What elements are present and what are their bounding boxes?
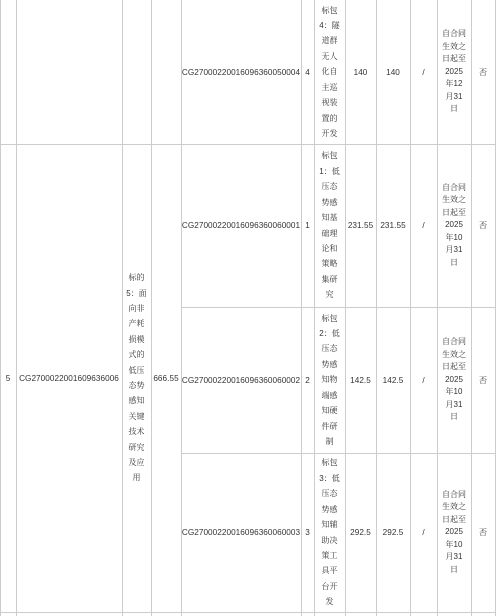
joint-bid: 否	[478, 375, 488, 385]
joint-cell	[471, 453, 495, 612]
dash-cell	[410, 144, 437, 307]
project-code: CG2700022001609636006	[19, 373, 119, 383]
project-seq-cell	[0, 144, 16, 612]
service-period: 自合同 生效之 日起至 2025 年12 月31 日	[442, 29, 466, 114]
package-budget: 140	[353, 67, 368, 77]
package-code-cell	[181, 144, 301, 307]
dash: /	[422, 221, 425, 230]
package-code: CG27000220016096360060003	[181, 528, 301, 537]
package-budget: 142.5	[350, 375, 371, 385]
max-price-cell	[376, 307, 410, 453]
joint-cell	[471, 144, 495, 307]
joint-bid: 否	[478, 221, 488, 230]
dash: /	[422, 67, 425, 77]
package-name: 标包 1：低 压态 势感 知基 础理 论和 策略 集研 究	[319, 151, 340, 300]
package-max-price: 142.5	[382, 375, 404, 385]
joint-bid: 否	[478, 67, 488, 77]
package-max-price: 140	[386, 67, 400, 77]
package-name: 标包 2：低 压态 势感 知物 端感 知硬 件研 制	[319, 313, 340, 446]
package-no: 1	[305, 221, 310, 230]
dash-cell	[410, 453, 437, 612]
dash-cell	[410, 307, 437, 453]
project-name: 标的 5：面 向非 产耗 损模 式的 低压 态势 感知 关键 技术 研究 及应 用	[126, 273, 147, 483]
package-code-cell	[181, 453, 301, 612]
period-cell	[437, 453, 471, 612]
package-no: 3	[305, 528, 310, 537]
period-cell	[437, 307, 471, 453]
project-code-cell	[16, 144, 122, 612]
package-no-cell	[301, 307, 314, 453]
package-budget: 231.55	[347, 221, 374, 230]
package-code: CG27000220016096360060002	[181, 375, 301, 385]
package-max-price: 292.5	[382, 528, 404, 537]
dash-cell	[410, 0, 437, 144]
service-period: 自合同 生效之 日起至 2025 年10 月31 日	[442, 489, 466, 574]
joint-cell	[471, 0, 495, 144]
package-no: 2	[305, 375, 310, 385]
project-budget-cell	[151, 144, 181, 612]
budget-cell	[345, 307, 376, 453]
dash: /	[422, 528, 425, 537]
joint-bid: 否	[478, 528, 488, 537]
joint-cell	[471, 307, 495, 453]
package-no-cell	[301, 0, 314, 144]
budget-cell	[345, 0, 376, 144]
package-code: CG27000220016096360050004	[181, 67, 301, 77]
max-price-cell	[376, 453, 410, 612]
package-code-cell	[181, 0, 301, 144]
service-period: 自合同 生效之 日起至 2025 年10 月31 日	[442, 337, 466, 422]
package-no-cell	[301, 453, 314, 612]
max-price-cell	[376, 0, 410, 144]
package-max-price: 231.55	[380, 221, 406, 230]
package-no-cell	[301, 144, 314, 307]
table-border-bottom	[0, 612, 496, 613]
package-code-cell	[181, 307, 301, 453]
package-name-cell	[314, 144, 345, 307]
budget-cell	[345, 144, 376, 307]
max-price-cell	[376, 144, 410, 307]
package-budget: 292.5	[350, 528, 371, 537]
budget-cell	[345, 453, 376, 612]
period-cell	[437, 144, 471, 307]
package-name: 标包 3：低 压态 势感 知辅 助决 策工 具平 台开 发	[319, 458, 340, 607]
service-period: 自合同 生效之 日起至 2025 年10 月31 日	[442, 182, 466, 267]
project-budget: 666.55	[153, 373, 179, 383]
package-code: CG27000220016096360060001	[181, 221, 301, 230]
dash: /	[422, 375, 425, 385]
project-seq: 5	[5, 373, 11, 383]
period-cell	[437, 0, 471, 144]
package-no: 4	[305, 67, 310, 77]
package-name-cell	[314, 307, 345, 453]
package-name-cell	[314, 0, 345, 144]
package-name-cell	[314, 453, 345, 612]
package-name: 标包 4：隧 道群 无人 化自 主巡 视装 置的 开发	[319, 5, 340, 138]
project-name-cell	[122, 144, 151, 612]
